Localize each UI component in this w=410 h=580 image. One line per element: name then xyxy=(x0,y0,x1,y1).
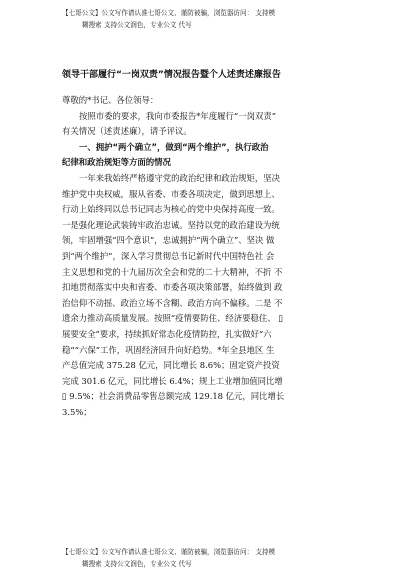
section-heading-line: 一、拥护“两个确立”，做到“两个维护”，执行政治 xyxy=(79,141,269,152)
page-title: 领导干部履行“一岗双责”情况报告暨个人述责述廉报告 xyxy=(62,70,281,80)
body-text-line: 3.5%； xyxy=(62,406,92,417)
footer-banner xyxy=(62,546,362,570)
banner-line-1: 【七哥公文】公文写作请认准七哥公文、谨防被骗，浏览器访问： 支持模 xyxy=(62,548,276,556)
body-text-line: 到“两个维护”，深入学习贯彻总书记新时代中国特色社 会 xyxy=(62,250,275,261)
body-text-line: 产总值完成 375.28 亿元，同比增长 8.6%；固定资产投资 xyxy=(62,360,280,371)
body-text-line: 完成 301.6 亿元，同比增长 6.4%；规上工业增加值同比增 xyxy=(62,375,283,386)
banner-line-1: 【七哥公文】公文写作请认准七哥公文、谨防被骗，浏览器访问： 支持模 xyxy=(62,9,276,17)
body-text-line: 有关情况（述责述廉），请予评议。 xyxy=(62,126,192,137)
body-text-line: 按照市委的要求，我向市委报告*年度履行“一岗双责” xyxy=(79,110,276,121)
body-text-line: 一是强化理论武装铸牢政治忠诚。坚持以党的政治建设为统 xyxy=(62,219,280,230)
banner-line-2: 糊搜索 支持公文润色，专业公文 代写 xyxy=(82,21,192,29)
body-text-line: 稳”“六保”工作，巩固经济回升向好趋势。*年全县地区 生 xyxy=(62,344,275,355)
body-text-line: 展要安全”要求，持续抓好常态化疫情防控，扎实做好“六 xyxy=(62,328,272,339)
body-text-line: 维护党中央权威，服从省委、市委各项决定，做到思想上、 xyxy=(62,188,280,199)
section-heading-line: 纪律和政治规矩等方面的情况 xyxy=(62,157,171,168)
body-text-line: 遗余力推动高质量发展。按照“疫情要防住、经济要稳住、 ▯ xyxy=(62,313,283,324)
body-text-line: 扣地贯彻落实中央和省委、市委各项决策部署，始终做到 政 xyxy=(62,282,283,293)
banner-line-2: 糊搜索 支持公文润色，专业公文 代写 xyxy=(82,560,192,568)
body-text-line: 主义思想和党的十九届历次全会和党的二十大精神，不折 不 xyxy=(62,266,283,277)
body-text-line: ▯ 9.5%；社会消费品零售总额完成 129.18 亿元，同比增长 xyxy=(62,391,285,402)
body-text-line: 尊敬的*书记、各位领导： xyxy=(62,95,159,105)
body-text-line: 行动上始终同以总书记同志为核心的党中央保持高度一致。 xyxy=(62,204,280,215)
body-text-line: 治信仰不动摇、政治立场不含糊、政治方向不偏移。二是 不 xyxy=(62,297,283,308)
body-text-line: 领，牢固增强“四个意识”，忠诚拥护“两个确立”、坚决 做 xyxy=(62,235,275,246)
body-text-line: 一年来我始终严格遵守党的政治纪律和政治规矩，坚决 xyxy=(79,172,280,183)
header-banner xyxy=(62,7,362,31)
document-body xyxy=(62,93,362,420)
